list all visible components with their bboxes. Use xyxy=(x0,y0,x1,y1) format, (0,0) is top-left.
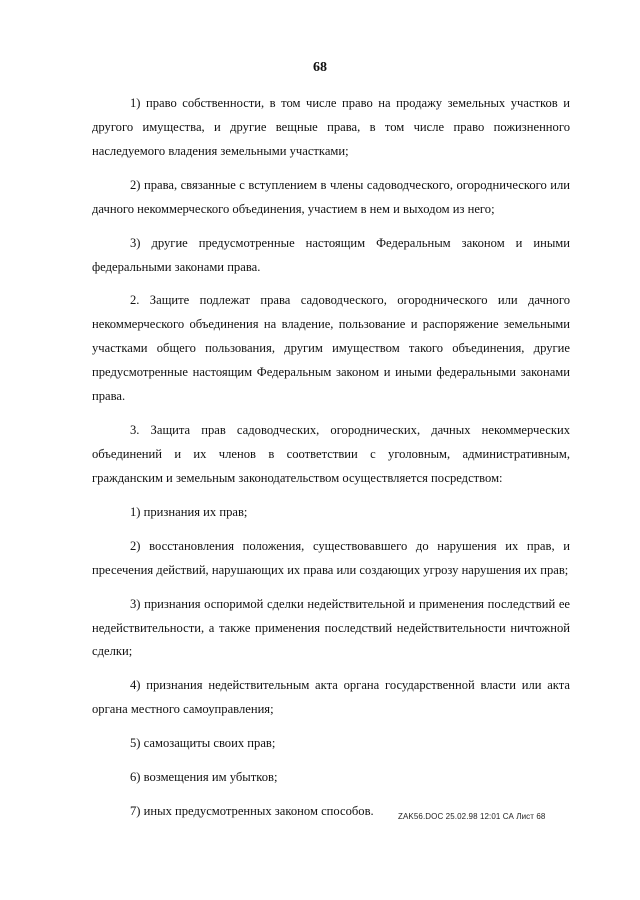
document-footer: ZAK56.DOC 25.02.98 12:01 СА Лист 68 xyxy=(398,812,546,821)
paragraph-9: 4) признания недействительным акта органа государственной власти или акта органа местного самоуправления; xyxy=(92,678,570,717)
body-text xyxy=(92,92,570,834)
paragraph-8: 3) признания оспоримой сделки недействительной и применения последствий ее недействительности, а также применения последствий недействительности ничтожной сделки; xyxy=(92,596,570,659)
paragraph-1: 1) право собственности, в том числе право на продажу земельных участков и другого имущества, и другие вещные права, в том числе право пожизненного наследуемого владения земельными участками; xyxy=(92,96,570,158)
paragraph-12: 7) иных предусмотренных законом способов. xyxy=(130,804,374,819)
paragraph-11: 6) возмещения им убытков; xyxy=(130,770,278,785)
page-number: 68 xyxy=(313,60,327,75)
paragraph-6: 1) признания их прав; xyxy=(130,504,248,519)
paragraph-5: 3. Защита прав садоводческих, огороднических, дачных некоммерческих объединений и их членов в соответствии с уголовным, административным, гражданским и земельным законодательством осуществляется посредством: xyxy=(92,423,570,485)
paragraph-3: 3) другие предусмотренные настоящим Федеральным законом и иными федеральными законами права. xyxy=(92,235,570,274)
paragraph-4: 2. Защите подлежат права садоводческого, огороднического или дачного некоммерческого объединения на владение, пользование и распоряжение земельными участками общего пользования, другим имуществом такого объединения, другие предусмотренные настоящим Федеральным законом и иными федеральными законами права. xyxy=(92,293,570,404)
paragraph-10: 5) самозащиты своих прав; xyxy=(130,736,276,751)
paragraph-7: 2) восстановления положения, существовавшего до нарушения их прав, и пресечения действий, нарушающих их права или создающих угрозу нарушения их прав; xyxy=(92,538,570,577)
paragraph-2: 2) права, связанные с вступлением в члены садоводческого, огороднического или дачного некоммерческого объединения, участием в нем и выходом из него; xyxy=(92,177,570,216)
